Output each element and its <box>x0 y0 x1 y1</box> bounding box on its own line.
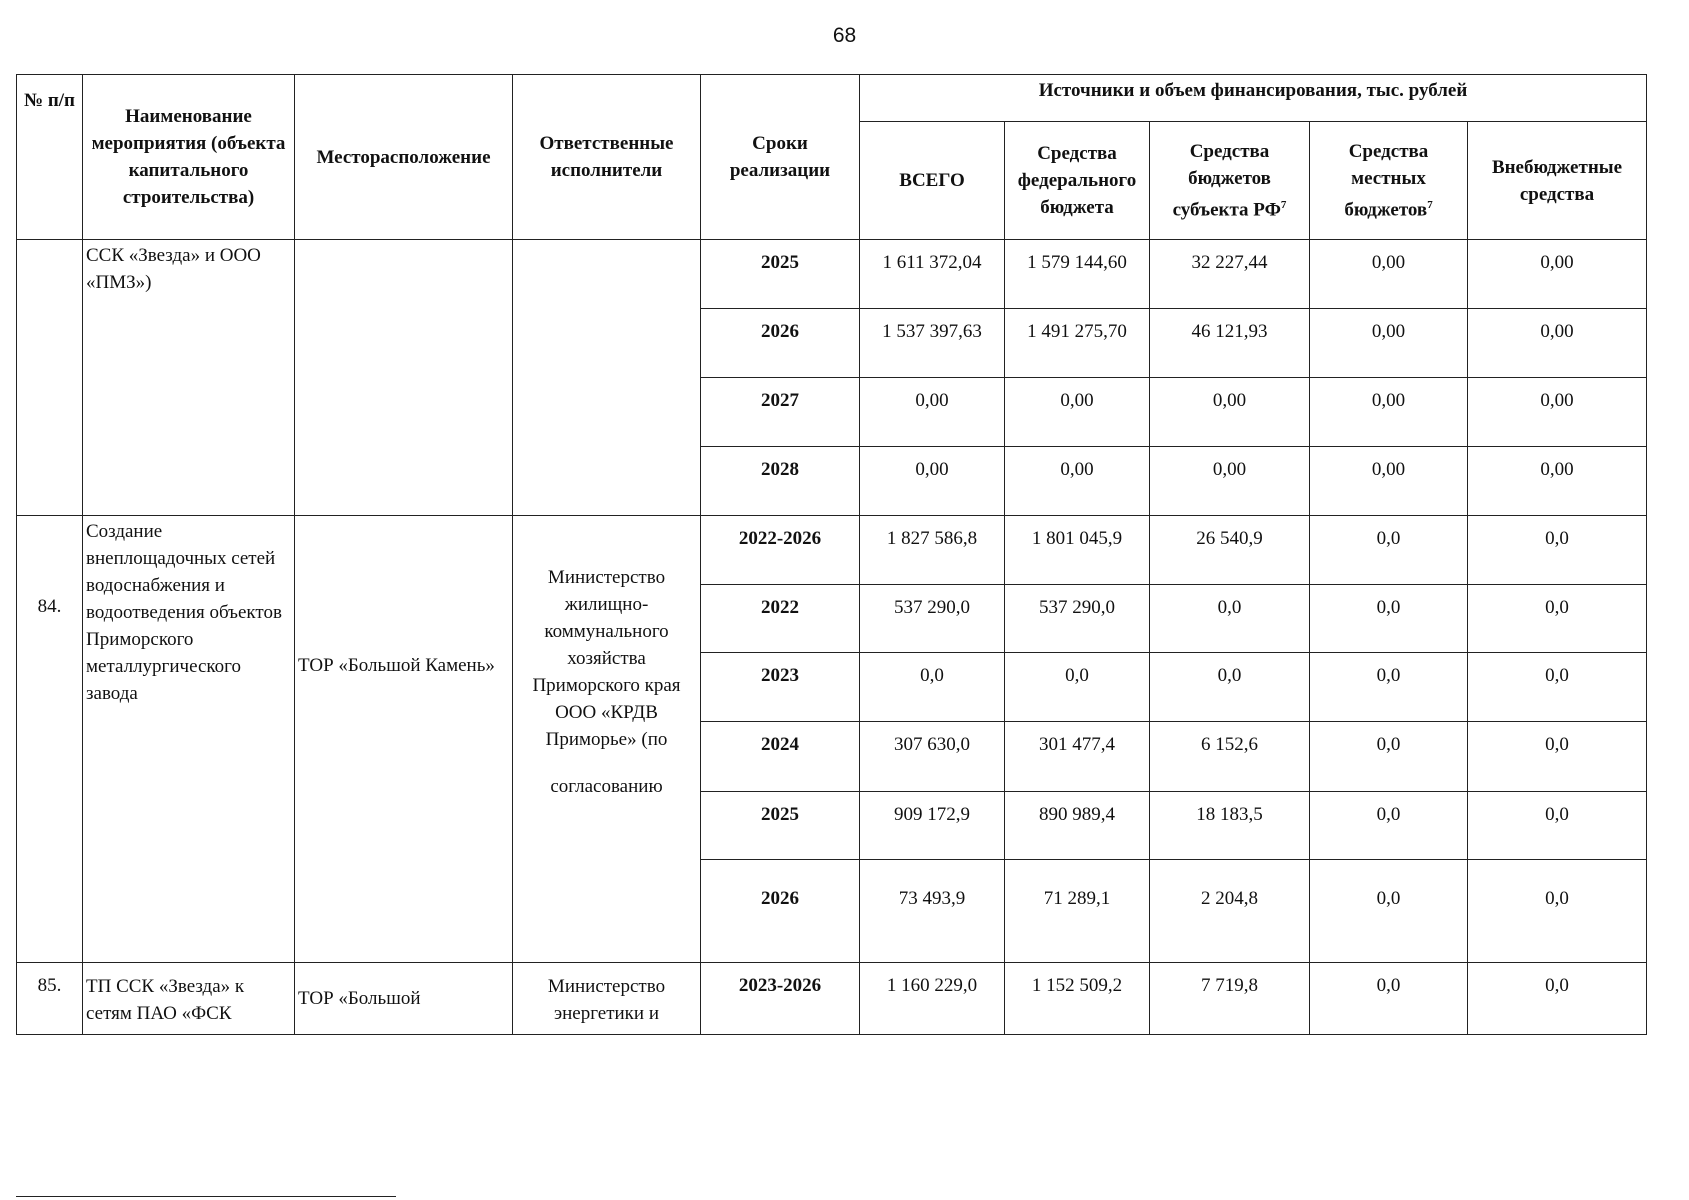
location: ТОР «Большой Камень» <box>295 516 513 963</box>
year-cell: 2026 <box>701 860 860 963</box>
page-number: 68 <box>832 24 857 47</box>
total-cell: 1 611 372,04 <box>860 240 1005 309</box>
regional-cell: 2 204,8 <box>1150 860 1310 963</box>
regional-cell: 0,0 <box>1150 653 1310 722</box>
year-cell: 2023 <box>701 653 860 722</box>
regional-cell: 7 719,8 <box>1150 963 1310 1035</box>
table-row <box>17 963 1647 1035</box>
footnote-ref: 7 <box>1427 198 1433 211</box>
regional-cell: 0,00 <box>1150 447 1310 516</box>
regional-cell: 18 183,5 <box>1150 792 1310 860</box>
header-local <box>1310 122 1468 240</box>
measure-name: ТП ССК «Звезда» к сетям ПАО «ФСК <box>83 963 295 1035</box>
federal-cell: 71 289,1 <box>1005 860 1150 963</box>
extrabudget-cell: 0,0 <box>1468 585 1647 653</box>
year-cell: 2024 <box>701 722 860 792</box>
local-cell: 0,0 <box>1310 653 1468 722</box>
total-cell: 0,00 <box>860 447 1005 516</box>
location <box>295 240 513 516</box>
total-cell: 909 172,9 <box>860 792 1005 860</box>
table-row <box>17 240 1647 309</box>
financing-table <box>16 74 1647 1035</box>
header-num: № п/п <box>17 75 83 240</box>
federal-cell: 0,00 <box>1005 447 1150 516</box>
federal-cell: 0,0 <box>1005 653 1150 722</box>
local-cell: 0,0 <box>1310 860 1468 963</box>
local-cell: 0,0 <box>1310 792 1468 860</box>
footnote-ref: 7 <box>1280 198 1287 211</box>
header-executors: Ответственные исполнители <box>513 75 701 240</box>
local-cell: 0,0 <box>1310 516 1468 585</box>
header-local-text: Средства местных бюджетов <box>1344 140 1429 221</box>
regional-cell: 0,0 <box>1150 585 1310 653</box>
federal-cell: 1 579 144,60 <box>1005 240 1150 309</box>
header-federal: Средства федерального бюджета <box>1005 122 1150 240</box>
total-cell: 73 493,9 <box>860 860 1005 963</box>
local-cell: 0,0 <box>1310 585 1468 653</box>
header-regional <box>1150 122 1310 240</box>
total-cell: 0,0 <box>860 653 1005 722</box>
measure-name: Создание внеплощадочных сетей водоснабжения и водоотведения объектов Приморского металлургического завода <box>83 516 295 963</box>
local-cell: 0,00 <box>1310 378 1468 447</box>
regional-cell: 46 121,93 <box>1150 309 1310 378</box>
extrabudget-cell: 0,0 <box>1468 963 1647 1035</box>
executors-text: Министерство жилищно-коммунального хозяйства Приморского края ООО «КРДВ Приморье» (по <box>532 567 681 750</box>
row-number: 84. <box>17 516 83 963</box>
federal-cell: 890 989,4 <box>1005 792 1150 860</box>
year-cell: 2022-2026 <box>701 516 860 585</box>
header-name: Наименование мероприятия (объекта капитального строительства) <box>83 75 295 240</box>
local-cell: 0,00 <box>1310 240 1468 309</box>
regional-cell: 6 152,6 <box>1150 722 1310 792</box>
extrabudget-cell: 0,0 <box>1468 722 1647 792</box>
header-location: Месторасположение <box>295 75 513 240</box>
year-cell: 2026 <box>701 309 860 378</box>
row-number: 85. <box>17 963 83 1035</box>
header-regional-text: Средства бюджетов субъекта РФ <box>1172 140 1281 221</box>
extrabudget-cell: 0,0 <box>1468 860 1647 963</box>
header-total: ВСЕГО <box>860 122 1005 240</box>
extrabudget-cell: 0,00 <box>1468 378 1647 447</box>
regional-cell: 0,00 <box>1150 378 1310 447</box>
table-row <box>17 516 1647 585</box>
year-cell: 2025 <box>701 792 860 860</box>
extrabudget-cell: 0,0 <box>1468 792 1647 860</box>
local-cell: 0,00 <box>1310 447 1468 516</box>
federal-cell: 0,00 <box>1005 378 1150 447</box>
local-cell: 0,00 <box>1310 309 1468 378</box>
year-cell: 2023-2026 <box>701 963 860 1035</box>
federal-cell: 537 290,0 <box>1005 585 1150 653</box>
year-cell: 2028 <box>701 447 860 516</box>
executors-text-2: согласованию <box>550 776 663 797</box>
executors: Министерство энергетики и <box>513 963 701 1035</box>
regional-cell: 26 540,9 <box>1150 516 1310 585</box>
extrabudget-cell: 0,00 <box>1468 447 1647 516</box>
executors <box>513 516 701 963</box>
local-cell: 0,0 <box>1310 722 1468 792</box>
federal-cell: 1 491 275,70 <box>1005 309 1150 378</box>
total-cell: 537 290,0 <box>860 585 1005 653</box>
regional-cell: 32 227,44 <box>1150 240 1310 309</box>
row-number <box>17 240 83 516</box>
federal-cell: 1 152 509,2 <box>1005 963 1150 1035</box>
year-cell: 2027 <box>701 378 860 447</box>
federal-cell: 1 801 045,9 <box>1005 516 1150 585</box>
header-terms: Сроки реализации <box>701 75 860 240</box>
extrabudget-cell: 0,00 <box>1468 309 1647 378</box>
header-extrabudget: Внебюджетные средства <box>1468 122 1647 240</box>
total-cell: 307 630,0 <box>860 722 1005 792</box>
total-cell: 0,00 <box>860 378 1005 447</box>
total-cell: 1 160 229,0 <box>860 963 1005 1035</box>
extrabudget-cell: 0,0 <box>1468 516 1647 585</box>
total-cell: 1 537 397,63 <box>860 309 1005 378</box>
location: ТОР «Большой <box>295 963 513 1035</box>
executors <box>513 240 701 516</box>
extrabudget-cell: 0,0 <box>1468 653 1647 722</box>
federal-cell: 301 477,4 <box>1005 722 1150 792</box>
extrabudget-cell: 0,00 <box>1468 240 1647 309</box>
year-cell: 2025 <box>701 240 860 309</box>
year-cell: 2022 <box>701 585 860 653</box>
local-cell: 0,0 <box>1310 963 1468 1035</box>
measure-name: ССК «Звезда» и ООО «ПМЗ») <box>83 240 295 516</box>
total-cell: 1 827 586,8 <box>860 516 1005 585</box>
footnote-separator <box>16 1196 396 1197</box>
header-funding-group: Источники и объем финансирования, тыс. рублей <box>860 75 1647 122</box>
